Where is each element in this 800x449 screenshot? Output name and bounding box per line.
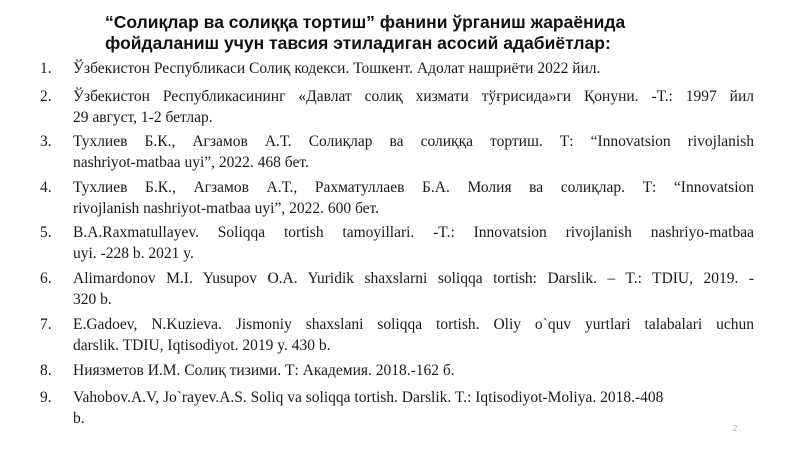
reference-number: 6. xyxy=(40,270,52,287)
reference-number: 3. xyxy=(40,133,52,150)
reference-number: 5. xyxy=(40,224,52,241)
reference-text: E.Gadoev, N.Kuzieva. Jismoniy shaxslani soliqqa tortish. Oliy o`quv yurtlari talabalari uchun darslik. TDIU, Iqtisodiyot. 2019 y. 430 b. xyxy=(73,316,754,354)
reference-text: Ниязметов И.М. Солиқ тизими. Т: Академия. 2018.-162 б. xyxy=(73,362,455,379)
reference-number: 7. xyxy=(40,316,52,333)
title-line-1: “Солиқлар ва солиққа тортиш” фанини ўрганиш жараёнида xyxy=(105,12,626,32)
reference-number: 4. xyxy=(40,179,52,196)
reference-text: Тухлиев Б.К., Агзамов А.Т., Рахматуллаев Б.А. Молия ва солиқлар. Т: “Innovatsion rivojlanish nashriyot-matbaa uyi”, 2022. 600 бет. xyxy=(73,179,754,217)
reference-text: Alimardonov M.I. Yusupov O.A. Yuridik shaxslarni soliqqa tortish: Darslik. – T.: TDIU, 2019. - 320 b. xyxy=(73,270,754,308)
reference-text: Ўзбекистон Республикаси Солиқ кодекси. Тошкент. Адолат нашриёти 2022 йил. xyxy=(73,60,601,77)
reference-number: 2. xyxy=(40,88,52,105)
document-title xyxy=(105,12,705,54)
reference-text: B.A.Raxmatullayev. Soliqqa tortish tamoyillari. -T.: Innovatsion rivojlanish nashriyo-matbaa uyi. -228 b. 2021 y. xyxy=(73,224,754,262)
reference-text: Ўзбекистон Республикасининг «Давлат солиқ хизмати тўғрисида»ги Қонуни. -Т.: 1997 йил 29 август, 1-2 бетлар. xyxy=(73,88,754,126)
reference-number: 9. xyxy=(40,389,52,406)
reference-number: 1. xyxy=(40,60,52,77)
title-line-2: фойдаланиш учун тавсия этиладиган асосий адабиётлар: xyxy=(105,33,611,53)
reference-text: Тухлиев Б.К., Агзамов А.Т. Солиқлар ва солиққа тортиш. Т: “Innovatsion rivojlanish nashriyot-matbaa uyi”, 2022. 468 бет. xyxy=(73,133,754,171)
reference-text: Vahobov.A.V, Jo`rayev.A.S. Soliq va soliqqa tortish. Darslik. T.: Iqtisodiyot-Moliya. 2018.-408 b. xyxy=(73,389,664,427)
reference-number: 8. xyxy=(40,362,52,379)
page-number: 2 xyxy=(733,424,738,433)
